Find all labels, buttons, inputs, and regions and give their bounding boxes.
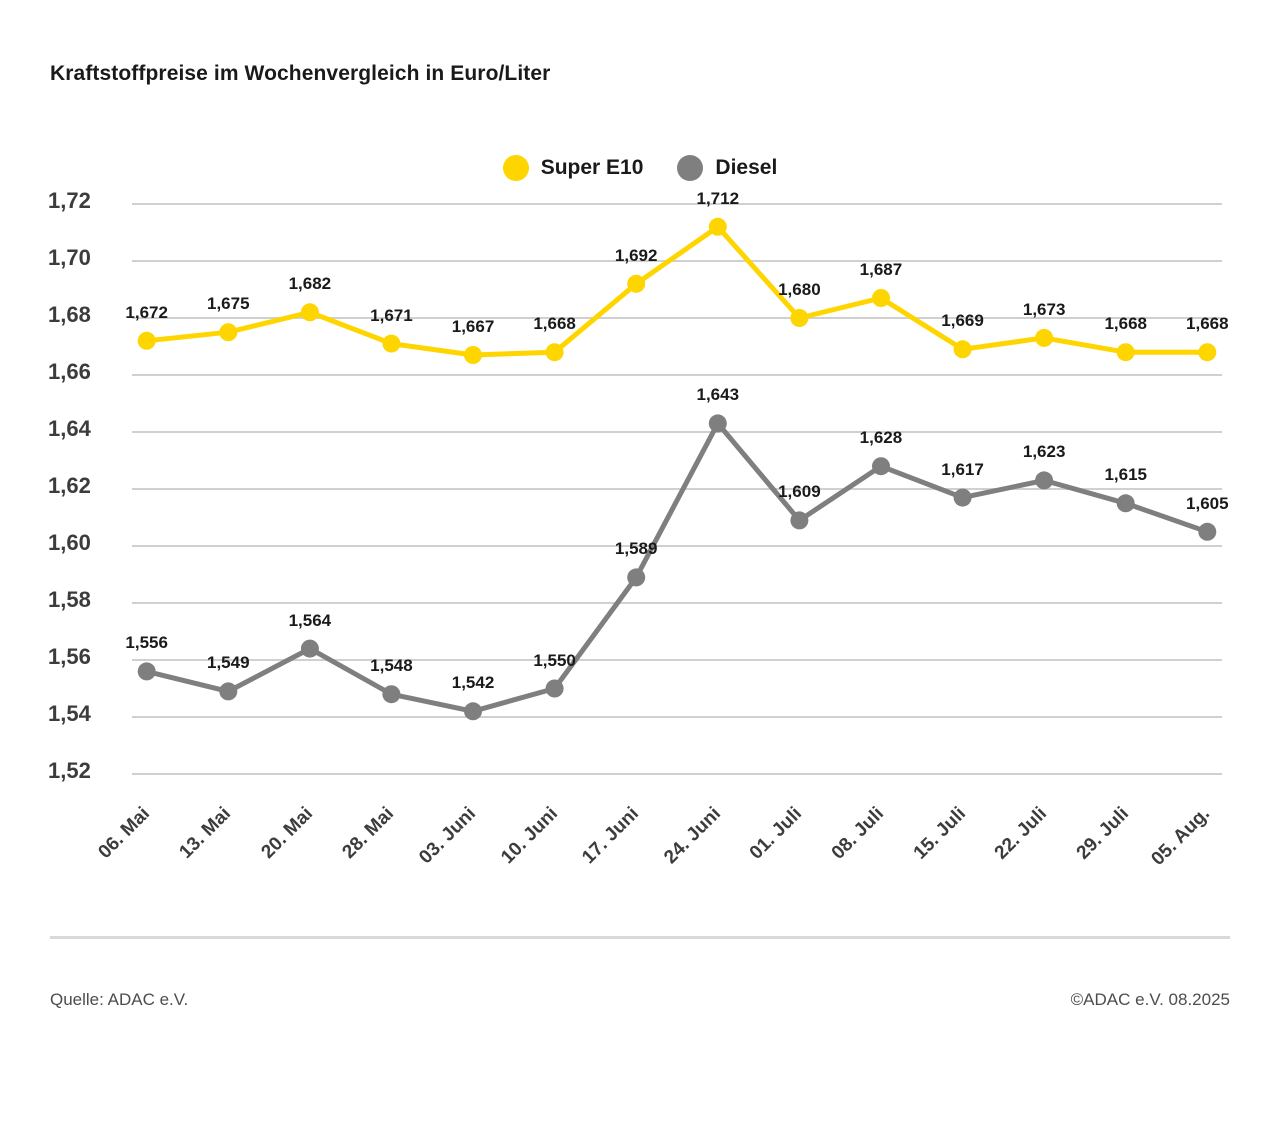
- data-point-label: 1,643: [696, 385, 740, 405]
- y-axis-tick-label: 1,64: [48, 416, 91, 441]
- x-axis-tick-label: 08. Juli: [827, 803, 889, 864]
- y-axis-tick-label: 1,68: [48, 302, 91, 327]
- data-point-label: 1,692: [614, 245, 658, 265]
- x-axis-tick-label: 10. Juni: [496, 803, 562, 869]
- data-point-label: 1,668: [533, 314, 576, 334]
- data-point-label: 1,564: [288, 610, 332, 630]
- x-axis-tick-label: 06. Mai: [94, 803, 154, 863]
- y-axis-tick-label: 1,72: [48, 188, 91, 213]
- x-axis-tick-label: 20. Mai: [257, 803, 317, 863]
- data-point-label: 1,668: [1104, 314, 1147, 334]
- data-point-label: 1,548: [370, 656, 413, 676]
- x-axis-tick-label: 22. Juli: [990, 803, 1052, 864]
- data-point-label: 1,668: [1186, 314, 1229, 334]
- y-axis-tick-label: 1,54: [48, 701, 91, 726]
- data-point-label: 1,549: [206, 653, 250, 673]
- data-point-label: 1,615: [1104, 465, 1147, 485]
- x-axis-tick-label: 15. Juli: [909, 803, 970, 864]
- y-axis-tick-label: 1,56: [48, 644, 91, 669]
- y-axis-tick-label: 1,66: [48, 359, 91, 384]
- data-point-label: 1,542: [451, 673, 495, 693]
- x-axis-tick-label: 29. Juli: [1072, 803, 1133, 864]
- data-point-label: 1,556: [125, 633, 168, 653]
- legend-label-diesel: Diesel: [715, 156, 778, 179]
- data-point-label: 1,628: [859, 428, 903, 448]
- x-axis-tick-label: 05. Aug.: [1147, 803, 1215, 870]
- data-point-label: 1,680: [778, 280, 821, 299]
- data-point-label: 1,667: [451, 317, 495, 337]
- page-title: Kraftstoffpreise im Wochenvergleich in Euro/Liter: [50, 62, 551, 85]
- x-axis-tick-label: 24. Juni: [659, 803, 725, 869]
- copyright-note: ©ADAC e.V. 08.2025: [1070, 990, 1230, 1009]
- data-point-label: 1,687: [859, 260, 903, 280]
- data-point-label: 1,712: [696, 188, 740, 208]
- x-axis-tick-label: 13. Mai: [175, 803, 236, 863]
- y-axis-tick-label: 1,52: [48, 758, 91, 783]
- data-point-label: 1,550: [533, 650, 576, 670]
- y-axis-tick-label: 1,60: [48, 530, 91, 555]
- data-point-label: 1,605: [1186, 493, 1229, 513]
- data-point-label: 1,669: [941, 311, 984, 331]
- data-point-label: 1,672: [125, 302, 168, 322]
- data-point-label: 1,623: [1022, 442, 1066, 462]
- source-note: Quelle: ADAC e.V.: [50, 990, 189, 1009]
- x-axis-tick-label: 17. Juni: [578, 803, 644, 869]
- data-point-label: 1,589: [614, 539, 658, 559]
- legend-label-super-e10: Super E10: [540, 156, 644, 179]
- y-axis-tick-label: 1,58: [48, 587, 91, 612]
- data-point-label: 1,682: [288, 274, 332, 294]
- footer-divider: [50, 936, 1230, 939]
- data-point-label: 1,617: [941, 459, 984, 479]
- y-axis-tick-label: 1,62: [48, 473, 91, 498]
- data-point-label: 1,671: [370, 305, 413, 325]
- data-point-label: 1,675: [206, 294, 250, 314]
- data-point-label: 1,609: [778, 482, 821, 502]
- data-point-label: 1,673: [1022, 299, 1066, 319]
- x-axis-tick-label: 28. Mai: [338, 803, 399, 863]
- x-axis-tick-label: 03. Juni: [415, 803, 481, 869]
- y-axis-tick-label: 1,70: [48, 245, 91, 270]
- x-axis-tick-label: 01. Juli: [746, 803, 807, 864]
